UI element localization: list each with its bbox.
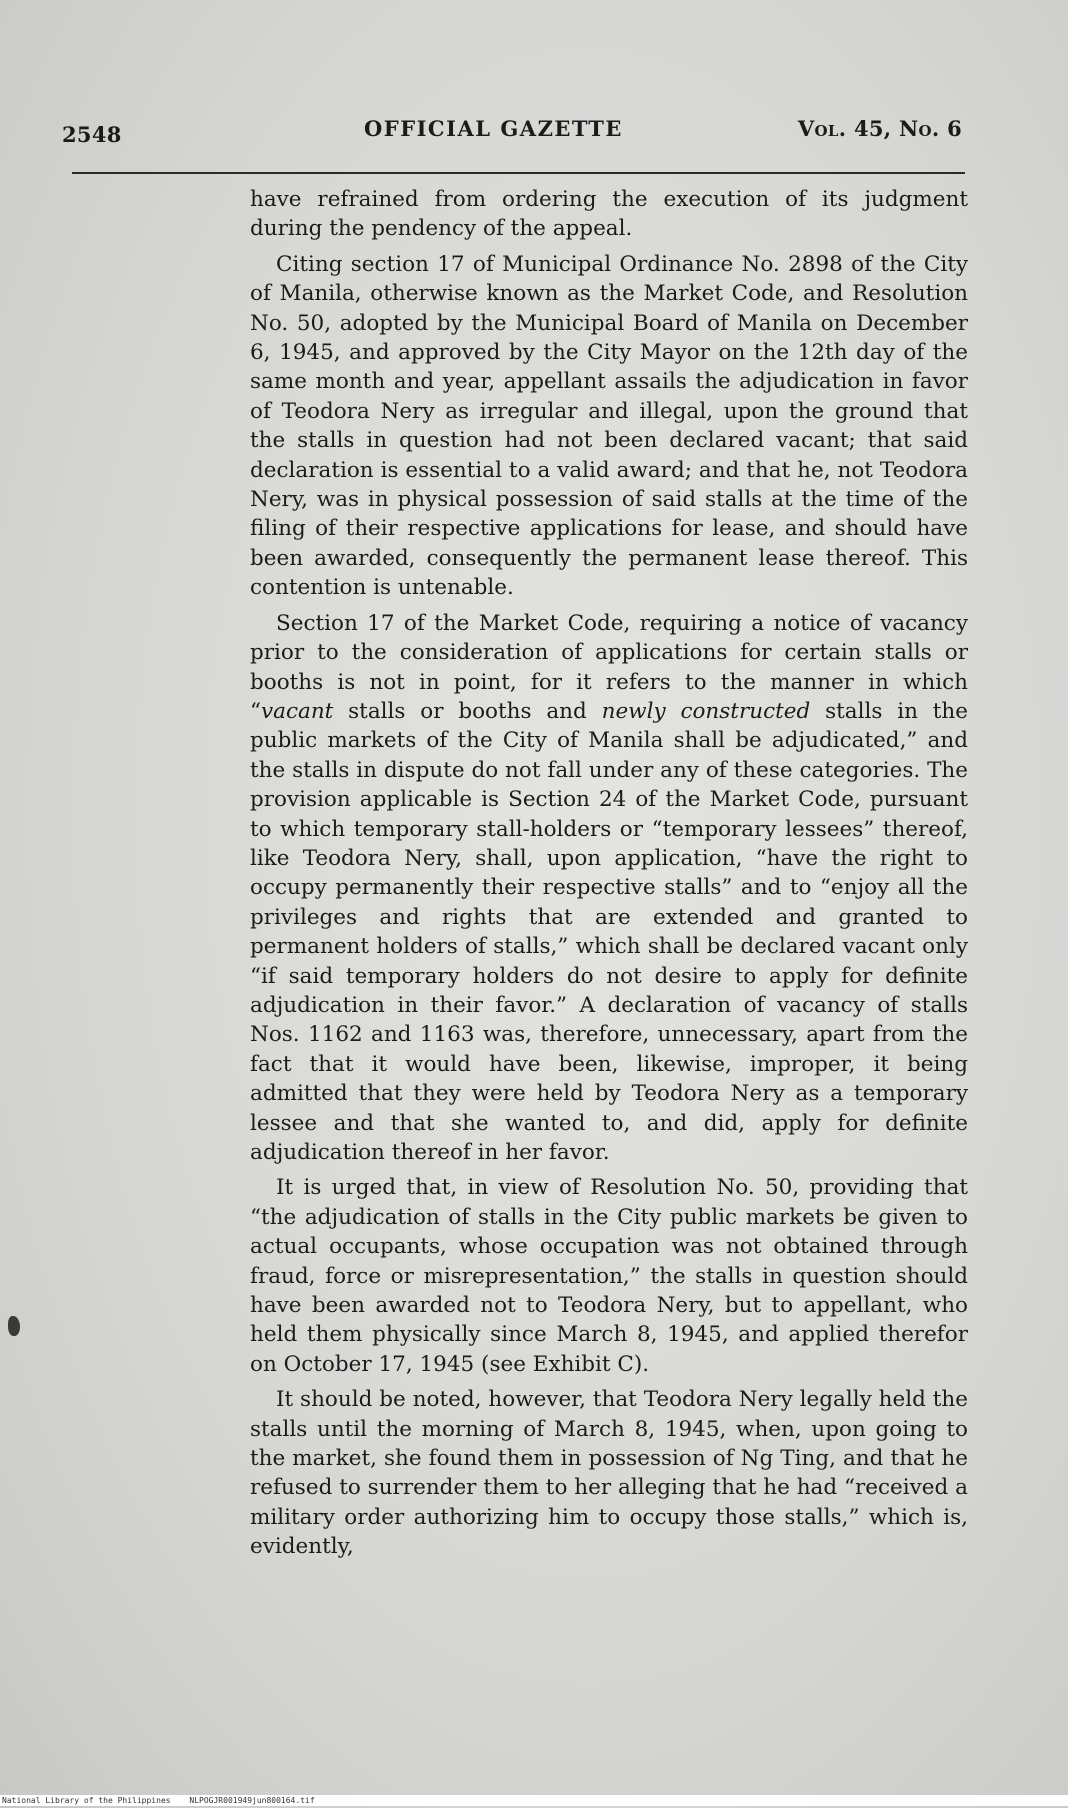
scan-artifact [8, 1316, 20, 1336]
page-number: 2548 [62, 122, 122, 147]
paragraph [250, 1385, 968, 1561]
text-segment: have refrained from ordering the execution of its judgment during the pendency of the appeal. [250, 187, 968, 242]
header-rule [72, 172, 965, 174]
publication-title: OFFICIAL GAZETTE [364, 116, 623, 141]
volume-issue: Vol. 45, No. 6 [797, 116, 962, 141]
paragraph [250, 185, 968, 244]
text-segment: It is urged that, in view of Resolution No. 50, providing that “the adjudication of stalls in the City public markets be given to actual occupants, whose occupation was not obtained through fraud, force or misrepresentation,” the stalls in question should have been awarded not to Teodora Nery, but to appellant, who held them physically since March 8, 1945, and applied therefor on October 17, 1945 (see Exhibit C). [250, 1175, 968, 1377]
text-segment: It should be noted, however, that Teodora Nery legally held the stalls until the morning of March 8, 1945, when, upon going to the market, she found them in possession of Ng Ting, and that he refused to surrender them to her alleging that he had “received a military order authorizing him to occupy those stalls,” which is, evidently, [250, 1387, 968, 1560]
paragraph [250, 609, 968, 1168]
italic-text: newly constructed [601, 698, 811, 724]
footer-source: National Library of the Philippines [2, 1796, 171, 1805]
text-segment: stalls or booths and [333, 698, 602, 724]
page-header [62, 116, 962, 156]
text-segment: Citing section 17 of Municipal Ordinance No. 2898 of the City of Manila, otherwise known as the Market Code, and Resolution No. 50, adopted by the Municipal Board of Manila on December 6, 1945, and approved by the City Mayor on the 12th day of the same month and year, appellant assails the adjudication in favor of Teodora Nery as irregular and illegal, upon the ground that the stalls in question had not been declared vacant; that said declaration is essential to a valid award; and that he, not Teodora Nery, was in physical possession of said stalls at the time of the filing of their respective applications for lease, and should have been awarded, consequently the permanent lease thereof. This contention is untenable. [250, 251, 968, 601]
text-segment: Section 17 of the Market Code, requiring a notice of vacancy prior to the consideration of applications for certain stalls or booths is not in point, for it refers to the manner in which “ [250, 610, 968, 724]
paragraph [250, 1173, 968, 1379]
body-text [250, 185, 968, 1568]
italic-text: vacant [261, 698, 334, 724]
text-segment: stalls in the public markets of the City of Manila shall be adjudicated,” and the stalls in dispute do not fall under any of these categories. The provision applicable is Section 24 of the Market Code, pursuant to which temporary stall-holders or “temporary lessees” thereof, like Teodora Nery, shall, upon application, “have the right to occupy permanently their respective stalls” and to “enjoy all the privileges and rights that are extended and granted to permanent holders of stalls,” which shall be declared vacant only “if said temporary holders do not desire to apply for definite adjudication in their favor.” A declaration of vacancy of stalls Nos. 1162 and 1163 was, therefore, unnecessary, apart from the fact that it would have been, likewise, improper, it being admitted that they were held by Teodora Nery as a temporary lessee and that she wanted to, and did, apply for definite adjudication thereof in her favor. [250, 698, 968, 1165]
paragraph [250, 250, 968, 603]
scan-footer [0, 1795, 1068, 1806]
footer-filename: NLPOGJR001949jun800164.tif [189, 1796, 315, 1805]
